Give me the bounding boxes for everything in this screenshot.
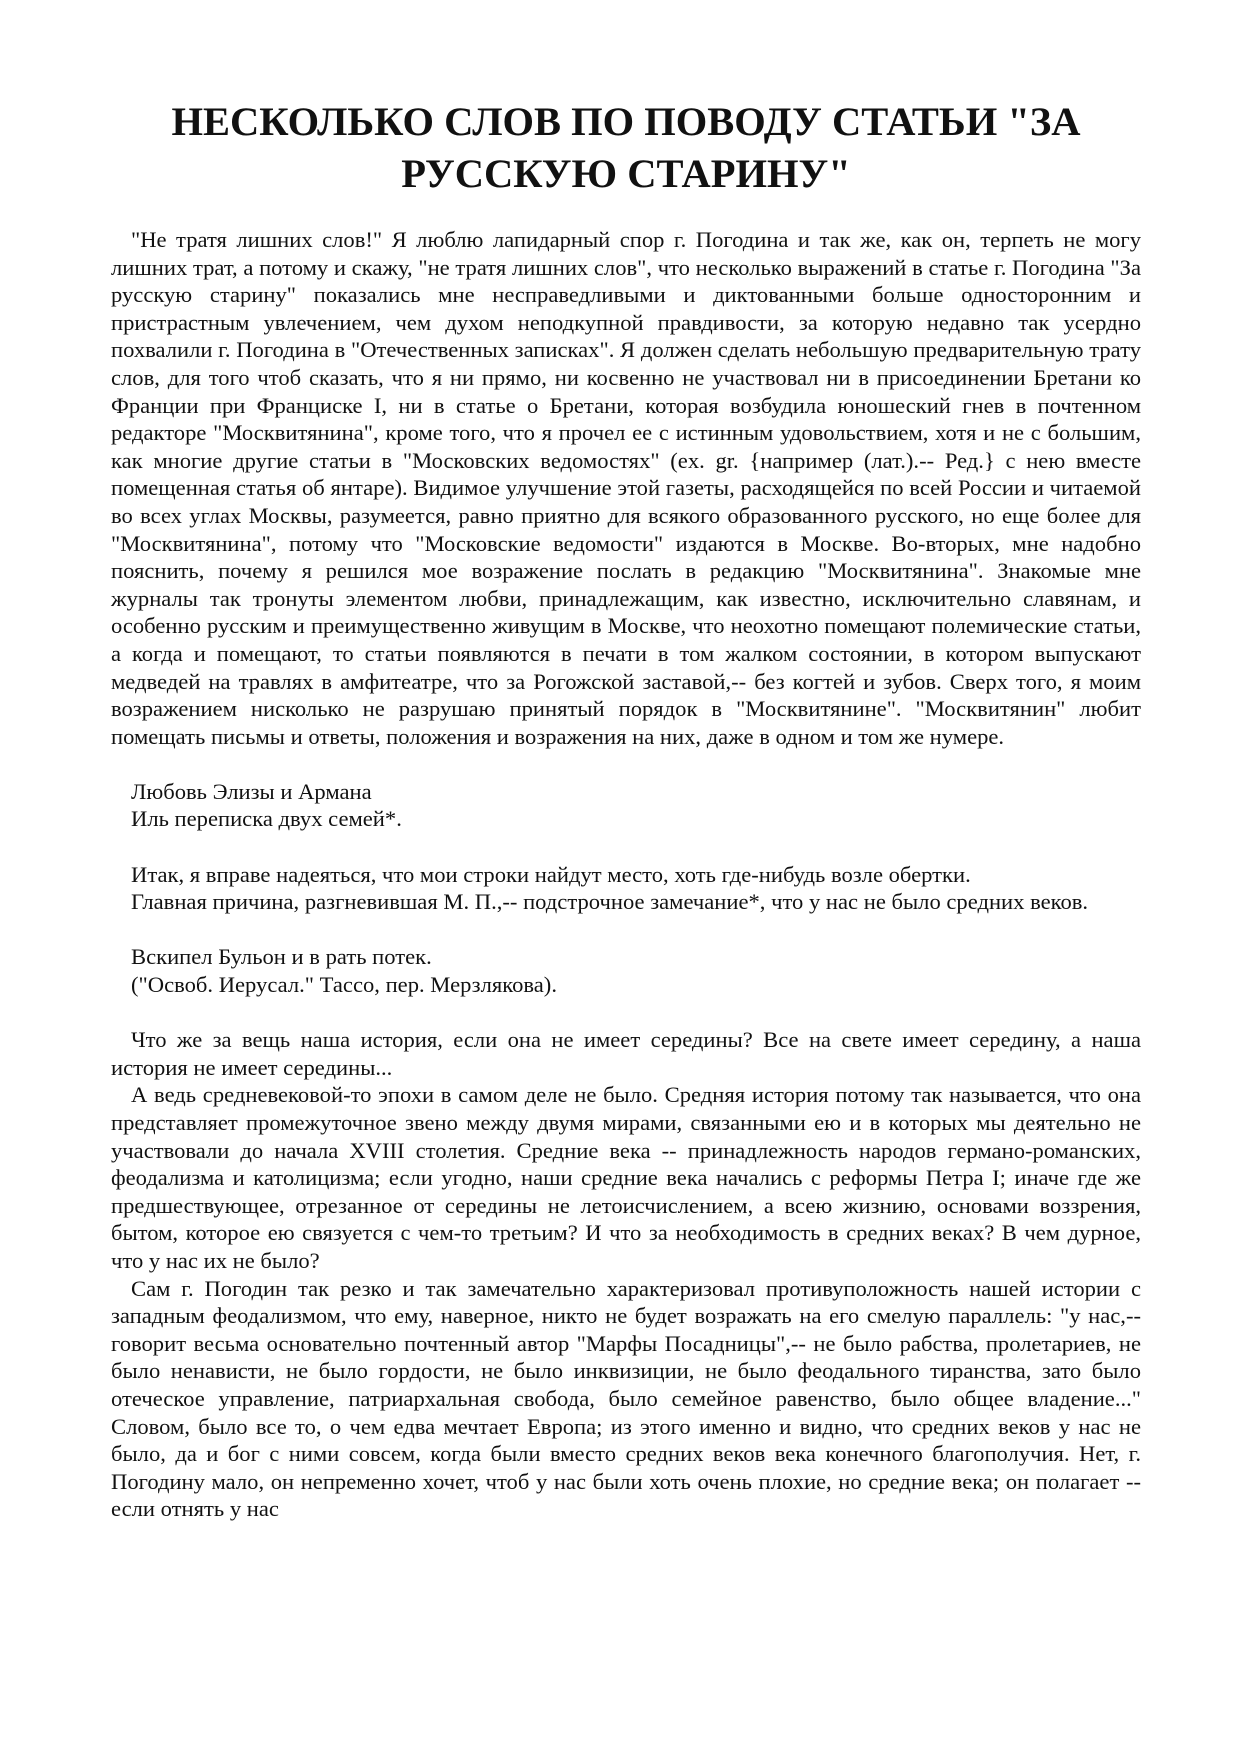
spacer bbox=[111, 916, 1141, 944]
page-title: НЕСКОЛЬКО СЛОВ ПО ПОВОДУ СТАТЬИ "ЗА РУССКУЮ СТАРИНУ" bbox=[171, 99, 1081, 196]
spacer bbox=[111, 999, 1141, 1027]
verse-quote-2 bbox=[111, 943, 1141, 998]
document-body bbox=[111, 226, 1141, 1523]
paragraph-2: Итак, я вправе надеяться, что мои строки найдут место, хоть где-нибудь возле обертки. bbox=[131, 861, 971, 887]
paragraph-4: Что же за вещь наша история, если она не имеет середины? Все на свете имеет середину, а наша история не имеет середины... bbox=[111, 1027, 1141, 1080]
paragraph-3: Главная причина, разгневившая М. П.,-- подстрочное замечание*, что у нас не было средних веков. bbox=[131, 889, 1089, 915]
verse-line: ("Освоб. Иерусал." Тассо, пер. Мерзлякова). bbox=[131, 972, 557, 998]
spacer bbox=[111, 750, 1141, 778]
verse-quote-1 bbox=[111, 778, 1141, 833]
spacer bbox=[111, 833, 1141, 861]
paragraph-5: А ведь средневековой-то эпохи в самом деле не было. Средняя история потому так называется, что она представляет промежуточное звено между двумя мирами, связанными ею и в которых мы деятельно не участвовали до начала XVIII столетия. Средние века -- принадлежность народов германо-романских, феодализма и католицизма; если угодно, наши средние века начались с реформы Петра I; иначе где же предшествующее, отрезанное от середины не летоисчислением, а всею жизнию, основами воззрения, бытом, которое ею связуется с чем-то третьим? И что за необходимость в средних веках? В чем дурное, что у нас их не было? bbox=[111, 1082, 1141, 1273]
paragraph-1: "Не тратя лишних слов!" Я люблю лапидарный спор г. Погодина и так же, как он, терпеть не могу лишних трат, а потому и скажу, "не тратя лишних слов", что несколько выражений в статье г. Погодина "За русскую старину" показались мне несправедливыми и диктованными больше односторонним и пристрастным увлечением, чем духом неподкупной правдивости, за которую недавно так усердно похвалили г. Погодина в "Отечественных записках". Я должен сделать небольшую предварительную трату слов, для того чтоб сказать, что я ни прямо, ни косвенно не участвовал ни в присоединении Бретани ко Франции при Франциске I, ни в статье о Бретани, которая возбудила юношеский гнев в почтенном редакторе "Москвитянина", кроме того, что я прочел ее с истинным удовольствием, хотя и не с большим, как многие другие статьи в "Московских ведомостях" (ex. gr. {например (лат.).-- Ред.} с нею вместе помещенная статья об янтаре). Видимое улучшение этой газеты, расходящейся по всей России и читаемой во всех углах Москвы, разумеется, равно приятно для всякого образованного русского, но еще более для "Москвитянина", потому что "Московские ведомости" издаются в Москве. Во-вторых, мне надобно пояснить, почему я решился мое возражение послать в редакцию "Москвитянина". Знакомые мне журналы так тронуты элементом любви, принадлежащим, как известно, исключительно славянам, и особенно русским и преимущественно живущим в Москве, что неохотно помещают полемические статьи, а когда и помещают, то статьи появляются в печати в том жалком состоянии, в котором выпускают медведей на травлях в амфитеатре, что за Рогожской заставой,-- без когтей и зубов. Сверх того, я моим возражением нисколько не разрушаю принятый порядок в "Москвитянине". "Москвитянин" любит помещать письмы и ответы, положения и возражения на них, даже в одном и том же нумере. bbox=[111, 227, 1141, 749]
verse-line: Иль переписка двух семей*. bbox=[131, 806, 402, 832]
verse-line: Любовь Элизы и Армана bbox=[131, 778, 372, 804]
document-page bbox=[111, 96, 1141, 1523]
paragraph-6: Сам г. Погодин так резко и так замечательно характеризовал противуположность нашей истории с западным феодализмом, что ему, наверное, никто не будет возражать на его смелую параллель: "у нас,-- говорит весьма основательно почтенный автор "Марфы Посадницы",-- не было рабства, пролетариев, не было ненависти, не было гордости, не было инквизиции, не было феодального тиранства, зато было отеческое управление, патриархальная свобода, было семейное равенство, было общее владение..." Словом, было все то, о чем едва мечтает Европа; из этого именно и видно, что средних веков у нас не было, да и бог с ними совсем, когда были вместо средних веков века конечного благополучия. Нет, г. Погодину мало, он непременно хочет, чтоб у нас были хоть очень плохие, но средние века; он полагает -- если отнять у нас bbox=[111, 1275, 1141, 1522]
verse-line: Вскипел Бульон и в рать потек. bbox=[131, 944, 432, 970]
